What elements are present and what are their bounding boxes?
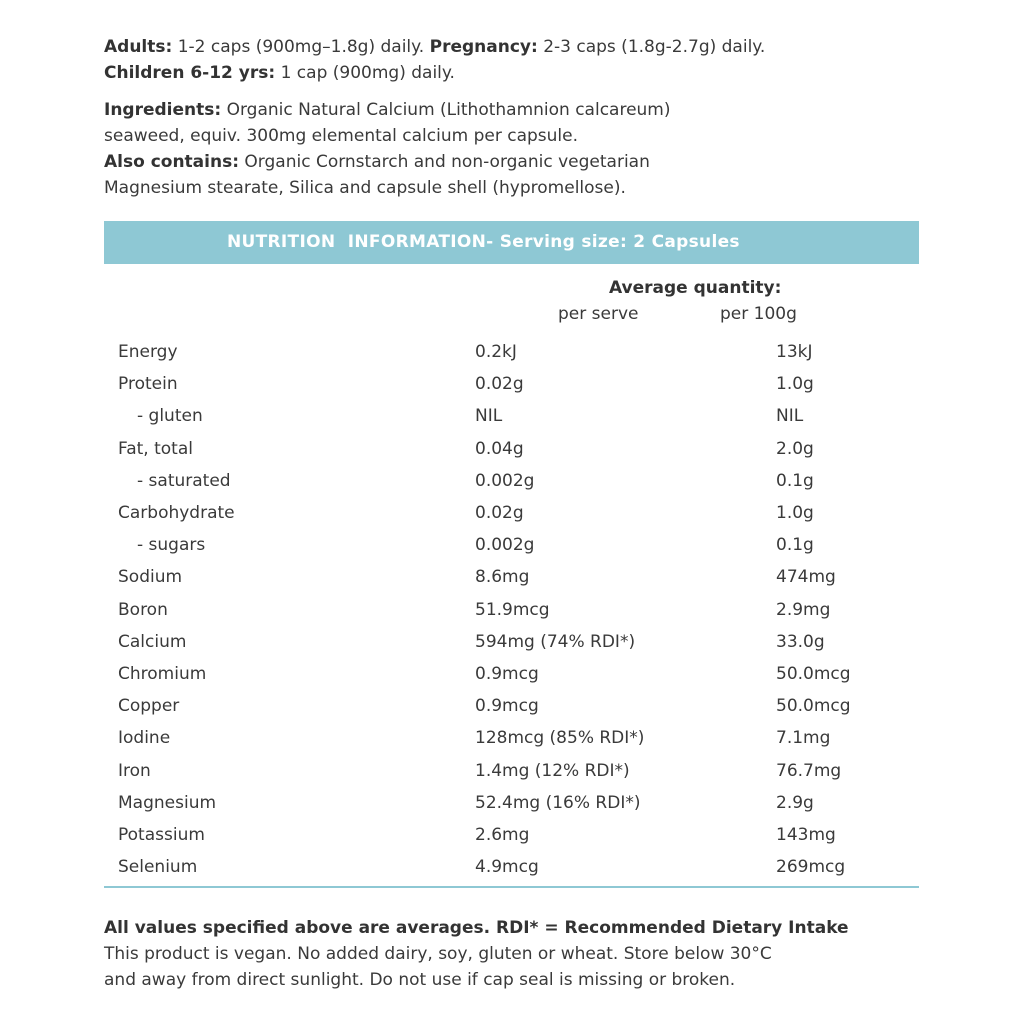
per-100g-value: 474mg <box>776 567 836 588</box>
per-100g-value: 2.9g <box>776 792 814 813</box>
per-100g-value: NIL <box>776 406 804 427</box>
per-100g-value: 143mg <box>776 825 836 845</box>
per-100g-value: 13kJ <box>776 342 813 362</box>
per-serve-value: NIL <box>475 406 503 427</box>
per-100g-header: per 100g <box>720 304 797 324</box>
ingredients-line-2: seaweed, equiv. 300mg elemental calcium per capsule. <box>104 126 579 146</box>
dosage-instructions <box>104 34 765 86</box>
nutrition-banner <box>104 221 919 264</box>
footer-line-1: All values specified above are averages. RDI* = Recommended Dietary Intake <box>104 918 849 938</box>
per-serve-value: 0.02g <box>475 503 524 523</box>
table-row <box>104 499 919 531</box>
table-row <box>104 370 919 402</box>
table-row <box>104 789 919 821</box>
per-serve-value: 0.9mcg <box>475 664 539 684</box>
dosage-line-1 <box>104 34 765 60</box>
nutrient-name: Sodium <box>118 567 183 588</box>
footer-notes <box>104 915 849 993</box>
table-row <box>104 757 919 789</box>
nutrient-name: - gluten <box>137 406 203 427</box>
table-row <box>104 531 919 563</box>
nutrient-name: Carbohydrate <box>118 503 235 523</box>
nutrient-name: Magnesium <box>118 792 217 813</box>
children-label: Children 6-12 yrs: <box>104 63 276 83</box>
per-serve-value: 0.04g <box>475 438 524 459</box>
per-serve-value: 0.9mcg <box>475 696 539 717</box>
table-row <box>104 563 919 595</box>
pregnancy-text: 2-3 caps (1.8g-2.7g) daily. <box>537 37 766 57</box>
children-text: 1 cap (900mg) daily. <box>275 63 455 83</box>
nutrient-name: Boron <box>118 599 168 620</box>
footer-line-2: This product is vegan. No added dairy, soy, gluten or wheat. Store below 30°C <box>104 944 772 964</box>
per-serve-value: 0.002g <box>475 470 535 491</box>
table-row <box>104 435 919 467</box>
table-row <box>104 821 919 853</box>
per-serve-value: 0.02g <box>475 374 524 395</box>
pregnancy-label: Pregnancy: <box>429 37 538 57</box>
table-row <box>104 467 919 499</box>
per-100g-value: 1.0g <box>776 503 814 523</box>
table-row <box>104 724 919 756</box>
nutrient-name: - sugars <box>137 535 206 556</box>
nutrient-name: Chromium <box>118 664 207 684</box>
table-row <box>104 692 919 724</box>
ingredients-text-1: Organic Natural Calcium (Lithothamnion calcareum) <box>221 100 671 120</box>
per-100g-value: 2.9mg <box>776 599 831 620</box>
nutrient-name: Copper <box>118 696 180 717</box>
per-serve-value: 2.6mg <box>475 825 530 845</box>
table-row <box>104 853 919 885</box>
nutrient-name: Potassium <box>118 825 205 845</box>
per-serve-value: 128mcg (85% RDI*) <box>475 728 645 749</box>
per-serve-value: 594mg (74% RDI*) <box>475 631 636 652</box>
per-100g-value: 33.0g <box>776 631 825 652</box>
ingredients-label: Ingredients: <box>104 100 222 120</box>
nutrient-name: Iodine <box>118 728 171 749</box>
per-100g-value: 0.1g <box>776 470 814 491</box>
per-serve-value: 51.9mcg <box>475 599 550 620</box>
per-serve-value: 8.6mg <box>475 567 530 588</box>
table-row <box>104 660 919 692</box>
table-bottom-rule <box>104 886 919 888</box>
average-quantity-header: Average quantity: <box>609 278 782 298</box>
nutrient-name: Protein <box>118 374 178 395</box>
nutrient-name: Iron <box>118 760 151 781</box>
also-contains-text-1: Organic Cornstarch and non-organic vegetarian <box>239 152 650 172</box>
also-contains-line-1 <box>104 149 671 175</box>
per-100g-value: 7.1mg <box>776 728 831 749</box>
per-100g-value: 50.0mcg <box>776 696 851 717</box>
ingredients-block <box>104 97 671 201</box>
table-row <box>104 628 919 660</box>
per-100g-value: 1.0g <box>776 374 814 395</box>
also-contains-line-2: Magnesium stearate, Silica and capsule shell (hypromellose). <box>104 178 626 198</box>
nutrient-name: Fat, total <box>118 438 193 459</box>
per-100g-value: 269mcg <box>776 857 846 878</box>
per-serve-value: 0.002g <box>475 535 535 556</box>
per-100g-value: 0.1g <box>776 535 814 556</box>
per-100g-value: 76.7mg <box>776 760 842 781</box>
nutrient-name: Selenium <box>118 857 198 878</box>
per-serve-value: 0.2kJ <box>475 342 517 362</box>
per-serve-header: per serve <box>558 304 639 324</box>
also-contains-label: Also contains: <box>104 152 240 172</box>
nutrition-banner-title: NUTRITION INFORMATION- Serving size: 2 Capsules <box>227 232 740 252</box>
table-row <box>104 402 919 434</box>
per-100g-value: 50.0mcg <box>776 664 851 684</box>
adults-text: 1-2 caps (900mg–1.8g) daily. <box>172 37 430 57</box>
table-row <box>104 338 919 370</box>
table-row <box>104 596 919 628</box>
adults-label: Adults: <box>104 37 173 57</box>
ingredients-line-1 <box>104 97 671 123</box>
per-100g-value: 2.0g <box>776 438 814 459</box>
nutrient-name: - saturated <box>137 470 231 491</box>
per-serve-value: 52.4mg (16% RDI*) <box>475 792 641 813</box>
per-serve-value: 1.4mg (12% RDI*) <box>475 760 630 781</box>
nutrient-name: Calcium <box>118 631 187 652</box>
nutrient-name: Energy <box>118 342 178 362</box>
dosage-line-2 <box>104 60 765 86</box>
per-serve-value: 4.9mcg <box>475 857 539 878</box>
footer-line-3: and away from direct sunlight. Do not use if cap seal is missing or broken. <box>104 970 736 990</box>
